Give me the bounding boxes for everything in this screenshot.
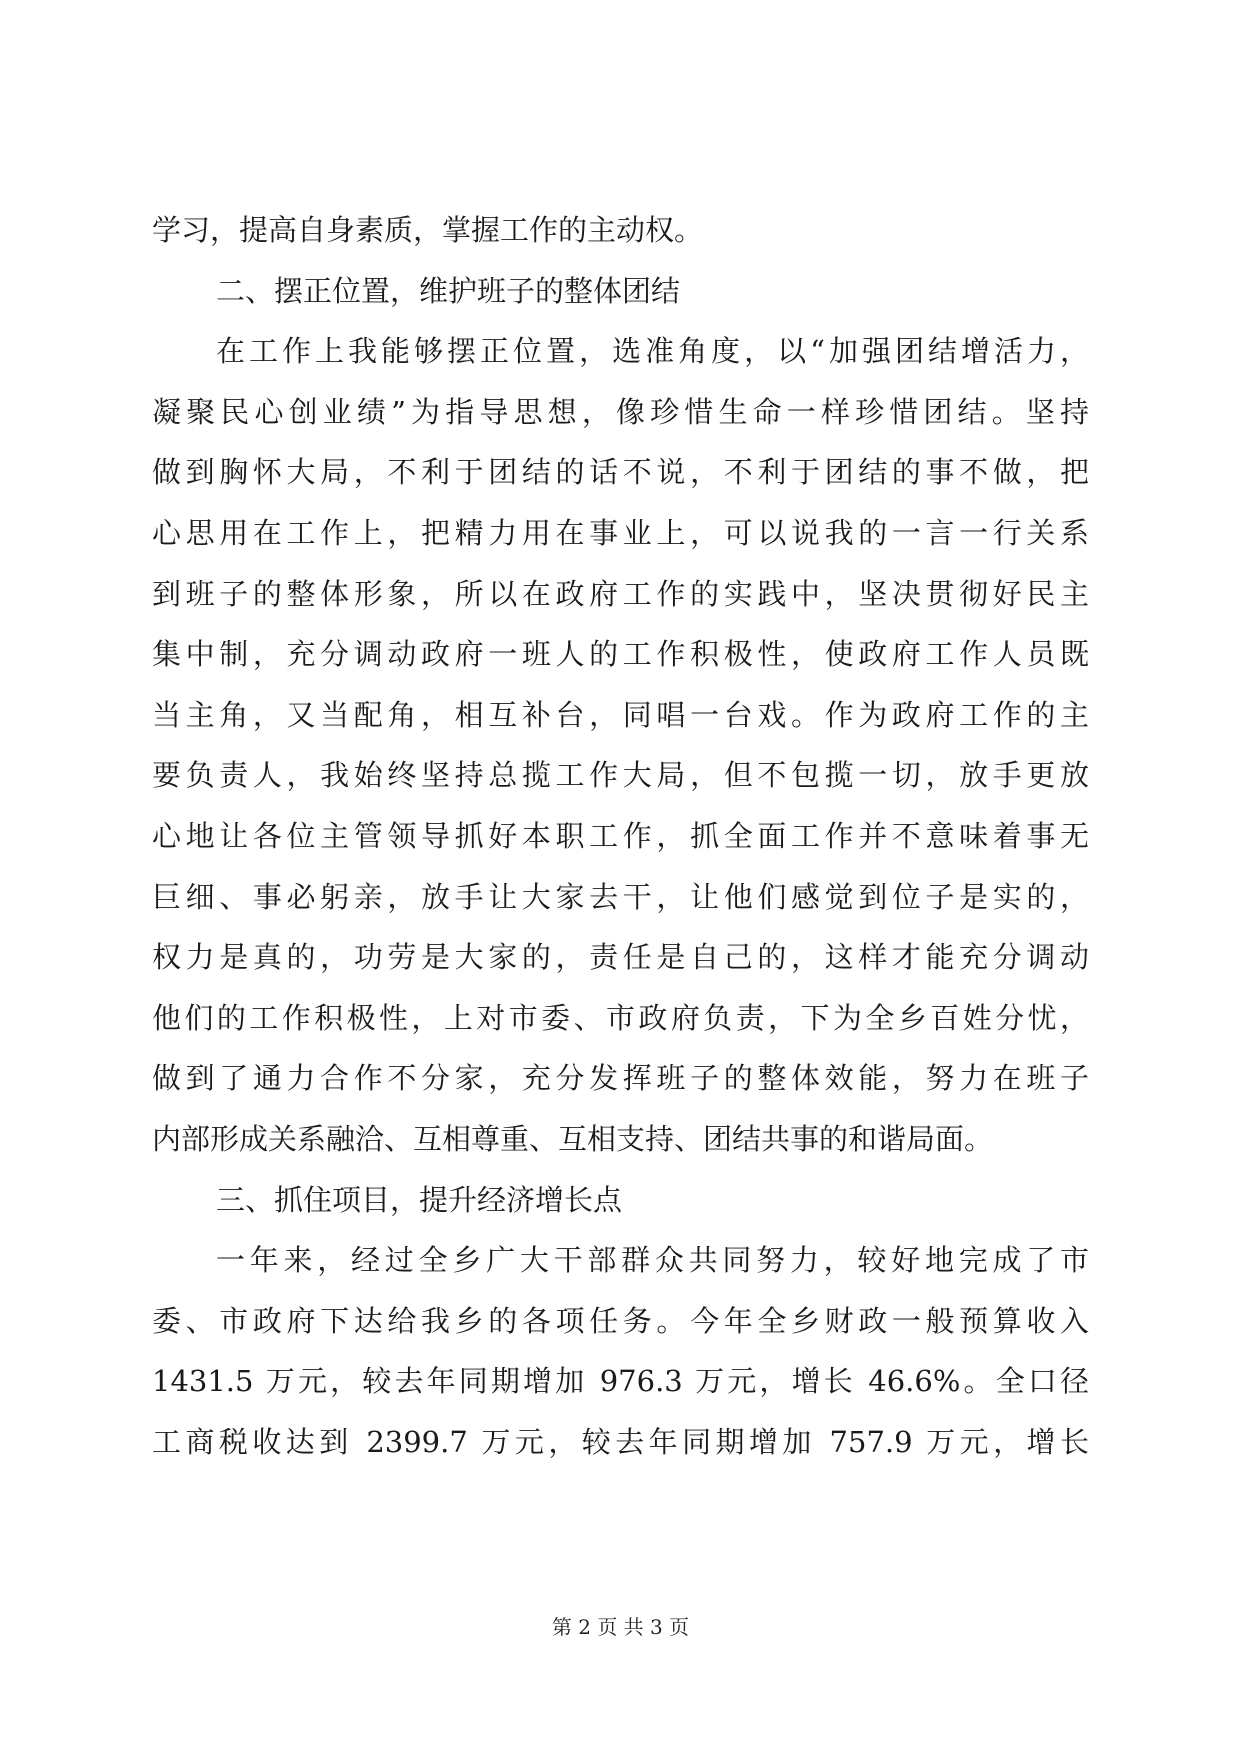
text-line: 巨细、事必躬亲，放手让大家去干，让他们感觉到位子是实的， (152, 879, 1089, 914)
text-line: 当主角，又当配角，相互补台，同唱一台戏。作为政府工作的主 (152, 697, 1089, 732)
text-line: 集中制，充分调动政府一班人的工作积极性，使政府工作人员既 (152, 637, 1089, 672)
text-line: 在工作上我能够摆正位置，选准角度，以“加强团结增活力， (216, 334, 1089, 369)
text-line: 一年来，经过全乡广大干部群众共同努力，较好地完成了市 (216, 1243, 1089, 1278)
text-line: 内部形成关系融洽、互相尊重、互相支持、团结共事的和谐局面。 (152, 1121, 994, 1156)
text-line: 到班子的整体形象，所以在政府工作的实践中，坚决贯彻好民主 (152, 576, 1089, 611)
text-line: 1431.5 万元，较去年同期增加 976.3 万元，增长 46.6%。全口径 (152, 1364, 1089, 1399)
document-body (152, 200, 1089, 1472)
text-line: 委、市政府下达给我乡的各项任务。今年全乡财政一般预算收入 (152, 1303, 1089, 1338)
text-line: 心地让各位主管领导抓好本职工作，抓全面工作并不意味着事无 (152, 818, 1089, 853)
page-number-footer: 第 2 页 共 3 页 (551, 1615, 690, 1639)
section-heading: 三、抓住项目，提升经济增长点 (216, 1182, 623, 1217)
text-line: 他们的工作积极性，上对市委、市政府负责，下为全乡百姓分忧， (152, 1000, 1089, 1035)
text-line: 要负责人，我始终坚持总揽工作大局，但不包揽一切，放手更放 (152, 758, 1089, 793)
text-line: 学习，提高自身素质，掌握工作的主动权。 (152, 213, 704, 247)
section-heading: 二、摆正位置，维护班子的整体团结 (216, 273, 681, 308)
text-line: 权力是真的，功劳是大家的，责任是自己的，这样才能充分调动 (152, 940, 1089, 975)
text-line: 心思用在工作上，把精力用在事业上，可以说我的一言一行关系 (152, 515, 1089, 550)
text-line: 凝聚民心创业绩”为指导思想，像珍惜生命一样珍惜团结。坚持 (152, 394, 1089, 429)
text-line: 做到了通力合作不分家，充分发挥班子的整体效能，努力在班子 (152, 1061, 1089, 1096)
text-line: 做到胸怀大局，不利于团结的话不说，不利于团结的事不做，把 (152, 455, 1089, 490)
text-line: 工商税收达到 2399.7 万元，较去年同期增加 757.9 万元，增长 (152, 1424, 1089, 1459)
